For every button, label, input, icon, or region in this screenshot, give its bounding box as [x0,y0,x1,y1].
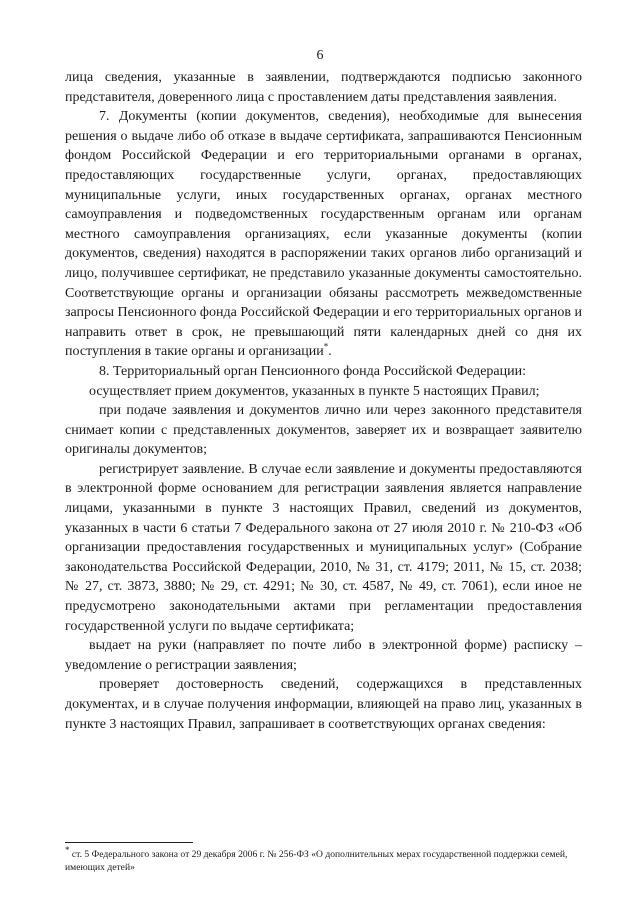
document-body [65,68,582,734]
paragraph-item-7 [65,107,582,362]
footnote [65,844,580,874]
paragraph-continuation: лица сведения, указанные в заявлении, подтверждаются подписью законного представителя, доверенного лица с проставлением даты представления заявления. [65,70,582,105]
paragraph-verify-information: проверяет достоверность сведений, содержащихся в представленных документах, и в случае получения информации, влияющей на право лиц, указанных в пункте 3 настоящих Правил, запрашивает в соответствующих органах сведения: [65,677,582,732]
footnote-mark: * [65,844,70,855]
footnote-reference: * [323,341,329,352]
paragraph-accept-documents: осуществляет прием документов, указанных в пункте 5 настоящих Правил; [89,383,540,399]
paragraph-register-application: регистрирует заявление. В случае если заявление и документы предоставляются в электронной форме основанием для регистрации заявления является направление лицами, указанными в пункте 3 настоящих Правил, сведений из документов, указанных в части 6 статьи 7 Федерального закона от 27 июля 2010 г. № 210-ФЗ «Об организации предоставления государственных и муниципальных услуг» (Собрание законодательства Российской Федерации, 2010, № 31, ст. 4179; 2011, № 15, ст. 2038; № 27, ст. 3873, 3880; № 29, ст. 4291; № 30, ст. 4587, № 49, ст. 7061), если иное не предусмотрено законодательными актами при регламентации предоставления государственной услуги по выдаче сертификата; [65,461,582,634]
paragraph-item-7-end: . [328,344,332,360]
paragraph-item-8: 8. Территориальный орган Пенсионного фонда Российской Федерации: [99,363,526,379]
paragraph-issue-receipt: выдает на руки (направляет по почте либо в электронной форме) расписку – уведомление о регистрации заявления; [65,638,582,673]
footnote-divider [65,842,193,843]
page-number: 6 [316,48,324,63]
footnote-text: ст. 5 Федерального закона от 29 декабря 2006 г. № 256-ФЗ «О дополнительных мерах государственной поддержки семей, имеющих детей» [65,849,568,873]
paragraph-item-7-text: 7. Документы (копии документов, сведения), необходимые для вынесения решения о выдаче либо об отказе в выдаче сертификата, запрашиваются Пенсионным фондом Российской Федерации и его территориальными органами в органах, предоставляющих государственные услуги, органах, предоставляющих муниципальные услуги, иных государственных органах, органах местного самоуправления и подведомственных государственным органам или органам местного самоуправления организациях, если указанные документы (копии документов, сведения) находятся в распоряжении таких органов либо организаций и лицо, получившее сертификат, не представило указанные документы самостоятельно. Соответствующие органы и организации обязаны рассмотреть межведомственные запросы Пенсионного фонда Российской Федерации и его территориальных органов и направить ответ в срок, не превышающий пяти календарных дней со дня их поступления в такие органы и организации [65,109,582,360]
paragraph-copy-documents: при подаче заявления и документов лично или через законного представителя снимает копии с представленных документов, заверяет их и возвращает заявителю оригиналы документов; [65,403,582,458]
